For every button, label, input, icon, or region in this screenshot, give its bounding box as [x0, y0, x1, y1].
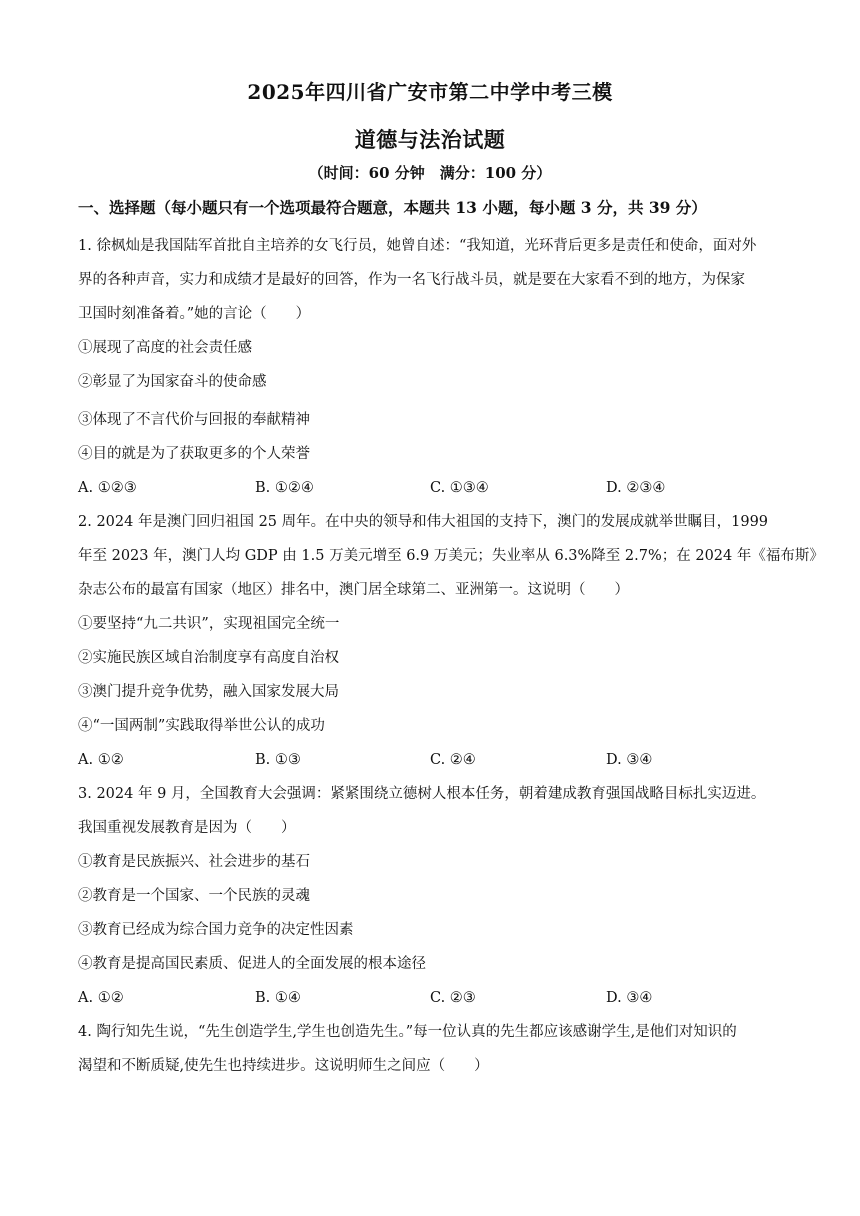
statement-item: ③澳门提升竞争优势，融入国家发展大局: [78, 684, 339, 700]
question-2: [78, 505, 824, 777]
answer-options: [78, 981, 790, 1015]
question-stem-line: 4. 陶行知先生说，“先生创造学生,学生也创造先生。”每一位认真的先生都应该感谢学生,是他们对知识的: [78, 1024, 737, 1040]
statement-item: ①教育是民族振兴、社会进步的基石: [78, 854, 310, 870]
option-c: C. ②④: [430, 752, 476, 768]
option-d: D. ②③④: [606, 480, 666, 496]
statement-item: ③体现了不言代价与回报的奉献精神: [78, 412, 310, 428]
option-d: D. ③④: [606, 990, 653, 1006]
statement-item: ①展现了高度的社会责任感: [78, 340, 252, 356]
question-stem-line: 3. 2024 年 9 月，全国教育大会强调：紧紧围绕立德树人根本任务，朝着建成教育强国战略目标扎实迈进。: [78, 786, 766, 802]
question-stem-line: 杂志公布的最富有国家（地区）排名中，澳门居全球第二、亚洲第一。这说明（ ）: [78, 582, 629, 598]
exam-time-score: （时间：60 分钟 满分：100 分）: [308, 164, 552, 182]
exam-title: 2025年四川省广安市第二中学中考三模: [247, 80, 613, 104]
statement-item: ④“一国两制”实践取得举世公认的成功: [78, 718, 325, 734]
question-stem-line: 年至 2023 年，澳门人均 GDP 由 1.5 万美元增至 6.9 万美元；失业率从 6.3%降至 2.7%；在 2024 年《福布斯》: [78, 548, 824, 564]
question-stem-line: 卫国时刻准备着。”她的言论（ ）: [78, 306, 311, 322]
question-list: [78, 229, 824, 1083]
option-c: C. ②③: [430, 990, 476, 1006]
question-stem-line: 渴望和不断质疑,使先生也持续进步。这说明师生之间应（ ）: [78, 1058, 489, 1074]
statement-item: ④教育是提高国民素质、促进人的全面发展的根本途径: [78, 956, 426, 972]
option-a: A. ①②: [78, 990, 124, 1006]
option-c: C. ①③④: [430, 480, 489, 496]
section-heading: 一、选择题（每小题只有一个选项最符合题意，本题共 13 小题，每小题 3 分，共 39 分）: [78, 198, 707, 217]
question-1: [78, 229, 790, 505]
question-stem-line: 我国重视发展教育是因为（ ）: [78, 820, 296, 836]
question-stem-line: 2. 2024 年是澳门回归祖国 25 周年。在中央的领导和伟大祖国的支持下，澳门的发展成就举世瞩目，1999: [78, 514, 769, 530]
exam-subject-title: 道德与法治试题: [354, 127, 506, 152]
option-b: B. ①②④: [255, 480, 314, 496]
question-4: [78, 1015, 790, 1083]
option-b: B. ①③: [255, 752, 301, 768]
question-3: [78, 777, 790, 1015]
answer-options: [78, 743, 790, 777]
answer-options: [78, 471, 790, 505]
statement-item: ②教育是一个国家、一个民族的灵魂: [78, 888, 310, 904]
statement-item: ④目的就是为了获取更多的个人荣誉: [78, 446, 310, 462]
option-a: A. ①②: [78, 752, 124, 768]
question-stem-line: 1. 徐枫灿是我国陆军首批自主培养的女飞行员，她曾自述：“我知道，光环背后更多是责任和使命，面对外: [78, 238, 757, 254]
statement-item: ②彰显了为国家奋斗的使命感: [78, 374, 267, 390]
statement-item: ③教育已经成为综合国力竞争的决定性因素: [78, 922, 354, 938]
option-b: B. ①④: [255, 990, 301, 1006]
question-stem-line: 界的各种声音，实力和成绩才是最好的回答，作为一名飞行战斗员，就是要在大家看不到的地方，为保家: [78, 272, 745, 288]
option-d: D. ③④: [606, 752, 653, 768]
option-a: A. ①②③: [78, 480, 137, 496]
statement-item: ②实施民族区域自治制度享有高度自治权: [78, 650, 339, 666]
statement-item: ①要坚持“九二共识”，实现祖国完全统一: [78, 616, 340, 632]
